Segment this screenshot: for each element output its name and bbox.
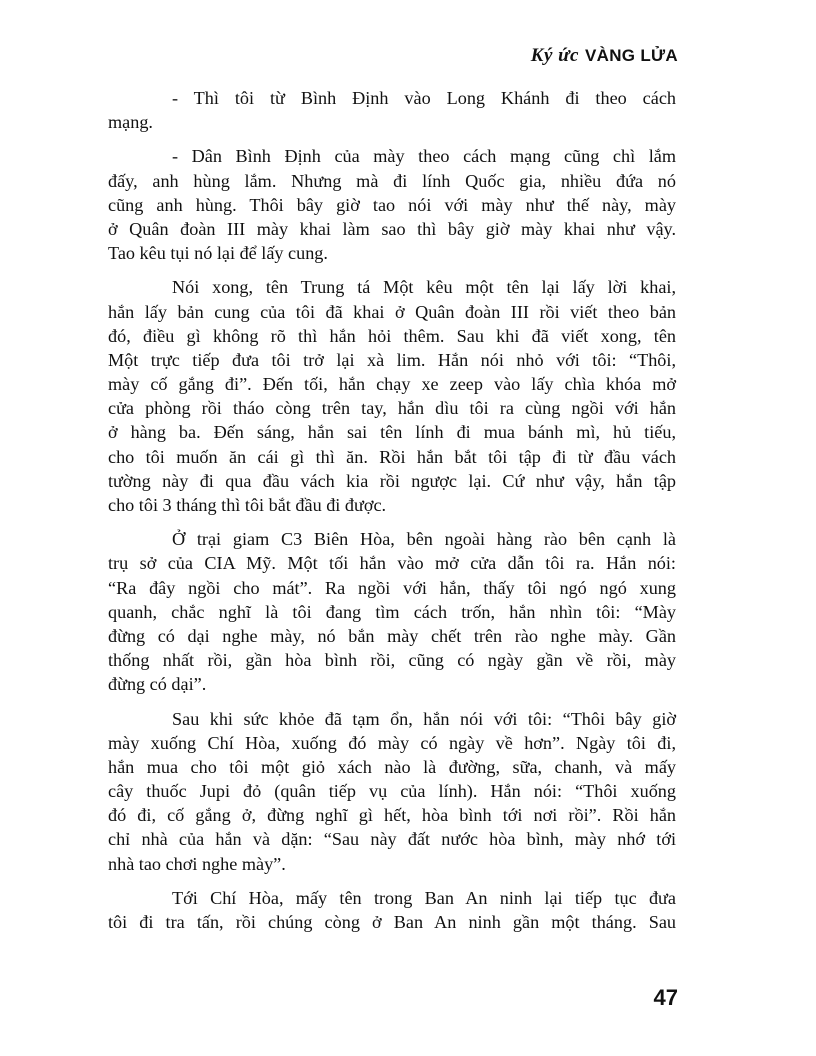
text-line: đó đi, cố gắng ở, đừng nghĩ gì hết, hòa bình tới nơi rồi”. Rồi hắn bbox=[108, 805, 676, 826]
text-line: chỉ nhà của hắn và dặn: “Sau này đất nước hòa bình, mày nhớ tới bbox=[108, 829, 676, 850]
text-line: tường này đi qua đầu vách kia rồi ngược lại. Cứ như vậy, hắn tập bbox=[108, 470, 676, 491]
text-line: ở Quân đoàn III mày khai làm sao thì bây giờ mày khai như vậy. bbox=[108, 218, 676, 239]
text-line: hắn mua cho tôi một giỏ xách nào là đường, sữa, chanh, và mấy bbox=[108, 756, 676, 777]
page-number: 47 bbox=[653, 985, 678, 1010]
text-line: đó, điều gì không rõ thì hắn hỏi thêm. Sau khi đã viết xong, tên bbox=[108, 325, 676, 346]
text-line: đấy, anh hùng lắm. Nhưng mà đi lính Quốc gia, nhiều đứa nó bbox=[108, 170, 676, 191]
text-line: thống nhất rồi, gần hòa bình rồi, cũng có ngày gần về rồi, mày bbox=[108, 650, 676, 671]
text-line: - Thì tôi từ Bình Định vào Long Khánh đi theo cách bbox=[172, 88, 676, 108]
book-title-italic: Ký ức bbox=[530, 45, 579, 66]
text-line: cây thuốc Jupi đỏ (quân tiếp vụ của lính). Hắn nói: “Thôi xuống bbox=[108, 781, 676, 802]
running-header bbox=[531, 45, 678, 67]
paragraph bbox=[108, 144, 676, 265]
text-line: trụ sở của CIA Mỹ. Một tối hắn vào mở cửa dẫn tôi ra. Hắn nói: bbox=[108, 553, 676, 574]
text-line: cho tôi 3 tháng thì tôi bắt đầu đi được. bbox=[108, 495, 387, 515]
text-line: mày xuống Chí Hòa, xuống đó mày có ngày về hơn”. Ngày tôi đi, bbox=[108, 732, 676, 753]
text-line: Nói xong, tên Trung tá Một kêu một tên lại lấy lời khai, bbox=[172, 277, 676, 298]
text-line: nhà tao chơi nghe mày”. bbox=[108, 853, 286, 874]
text-line: mạng. bbox=[108, 112, 153, 133]
text-line: - Dân Bình Định của mày theo cách mạng cũng chì lắm bbox=[172, 146, 676, 167]
text-line: Tao kêu tụi nó lại để lấy cung. bbox=[108, 243, 328, 264]
paragraph bbox=[108, 707, 676, 876]
text-line: tôi đi tra tấn, rồi chúng còng ở Ban An ninh gần một tháng. Sau bbox=[108, 912, 676, 932]
paragraph bbox=[108, 527, 676, 696]
text-line: đừng có dại nghe mày, nó bắn mày chết trên rào nghe mày. Gần bbox=[108, 625, 676, 646]
text-line: cũng anh hùng. Thôi bây giờ tao nói với mày như thế này, mày bbox=[108, 194, 676, 215]
text-line: đừng có dại”. bbox=[108, 674, 207, 695]
text-line: ở hàng ba. Đến sáng, hắn sai tên lính đi mua bánh mì, hủ tiếu, bbox=[108, 422, 676, 443]
text-line: “Ra đây ngồi cho mát”. Ra ngồi với hắn, thấy tôi ngó ngó xung bbox=[108, 577, 676, 598]
text-line: cho tôi muốn ăn cái gì thì ăn. Rồi hắn bắt tôi tập đi từ đầu vách bbox=[108, 446, 676, 467]
paragraph bbox=[108, 886, 676, 934]
book-title-bold: VÀNG LỬA bbox=[584, 46, 678, 65]
text-line: hắn lấy bản cung của tôi đã khai ở Quân đoàn III rồi viết theo bản bbox=[108, 301, 676, 322]
text-line: Tới Chí Hòa, mấy tên trong Ban An ninh lại tiếp tục đưa bbox=[172, 887, 676, 908]
body-text bbox=[108, 86, 676, 944]
text-line: cửa phòng rồi tháo còng trên tay, hắn dìu tôi ra cùng ngồi với hắn bbox=[108, 398, 676, 419]
text-line: mày cố gắng đi”. Đến tối, hắn chạy xe zeep vào lấy chìa khóa mở bbox=[108, 374, 676, 395]
text-line: Sau khi sức khỏe đã tạm ổn, hắn nói với tôi: “Thôi bây giờ bbox=[172, 708, 676, 729]
text-line: Ở trại giam C3 Biên Hòa, bên ngoài hàng rào bên cạnh là bbox=[172, 529, 676, 550]
paragraph bbox=[108, 86, 676, 134]
text-line: Một trực tiếp đưa tôi trở lại xà lim. Hắn nói nhỏ với tôi: “Thôi, bbox=[108, 349, 676, 370]
paragraph bbox=[108, 275, 676, 517]
text-line: quanh, chắc nghĩ là tôi đang tìm cách trốn, hắn nhìn tôi: “Mày bbox=[108, 601, 676, 622]
